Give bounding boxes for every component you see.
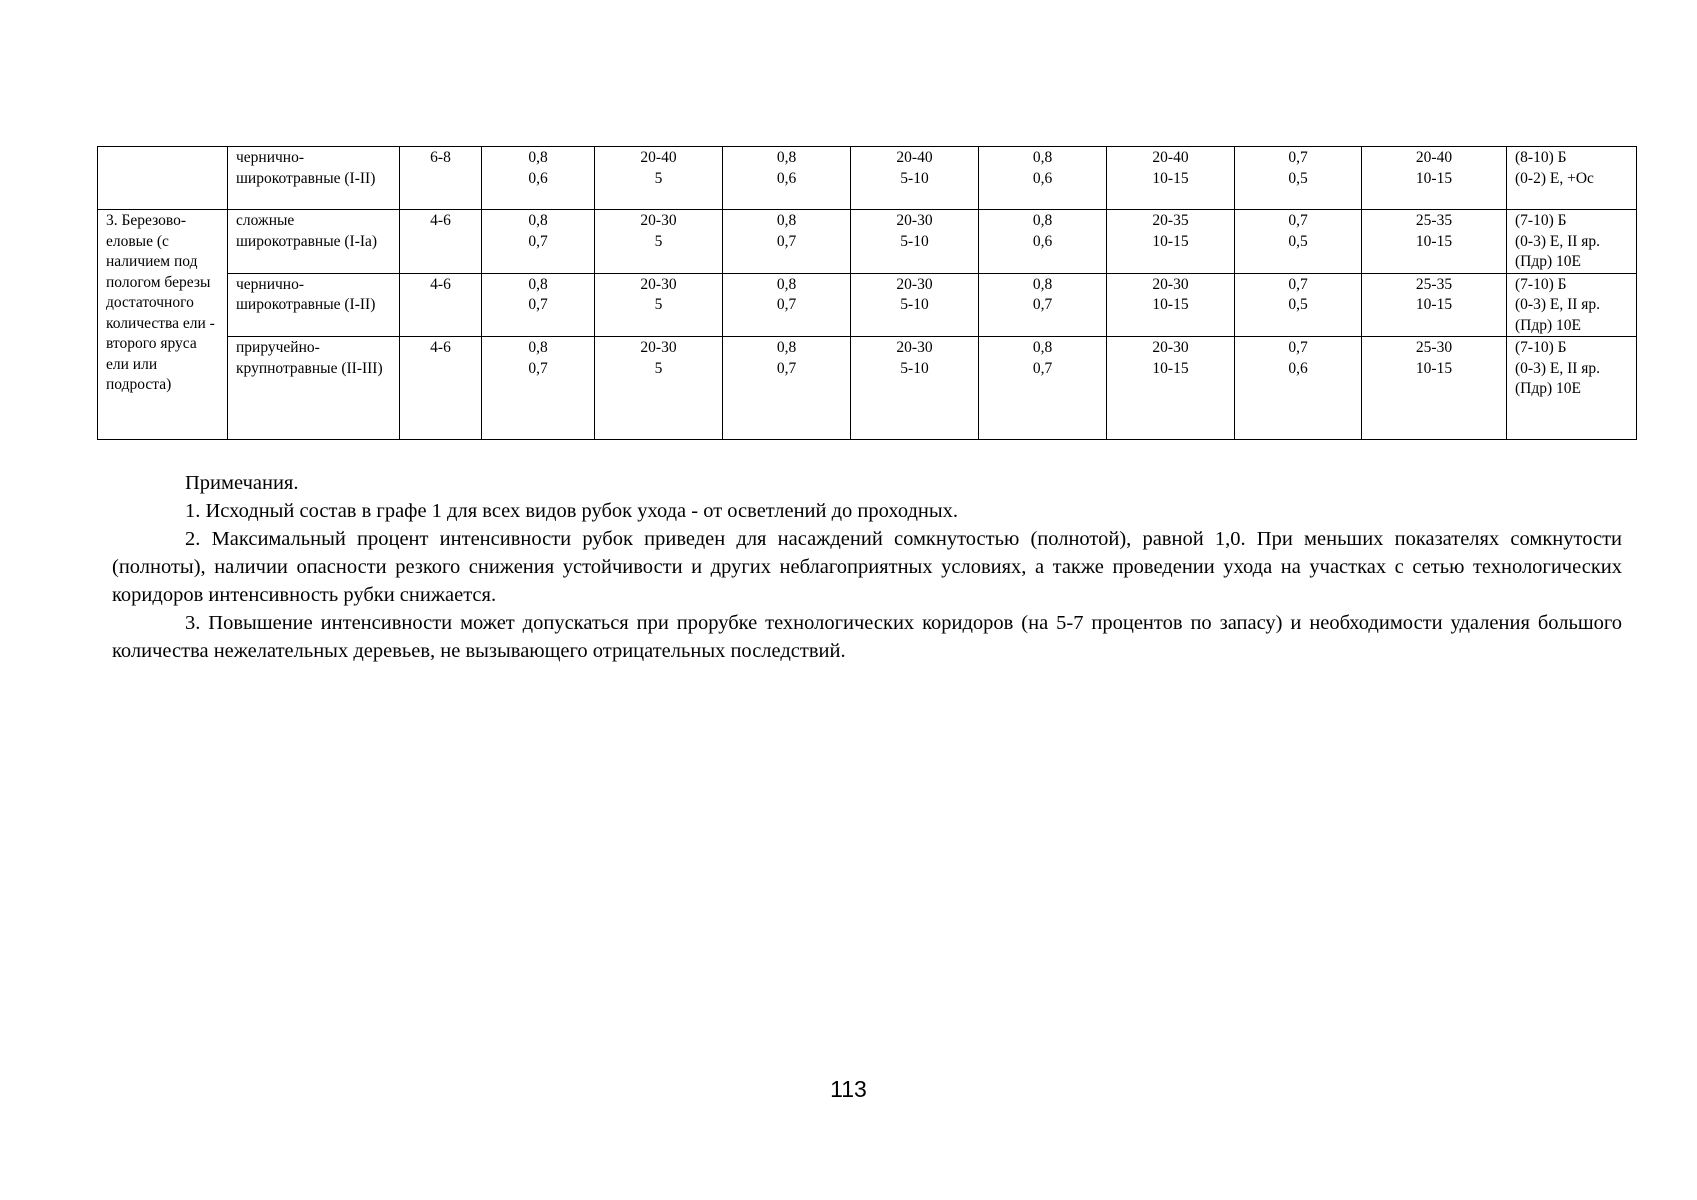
value-cell-v5	[979, 337, 1107, 440]
cell-line: 20-30	[896, 212, 933, 229]
forest-type-label: приручейно-крупнотравные (II-III)	[236, 339, 383, 377]
cell-line: 0,7	[1288, 275, 1308, 293]
forest-type-cell	[228, 337, 400, 440]
cell-line: 4-6	[430, 275, 451, 293]
cell-line: 0,8	[528, 212, 548, 229]
table-row	[98, 147, 1637, 210]
cell-line: 0,8	[1032, 275, 1053, 293]
notes-heading: Примечания.	[185, 472, 299, 494]
cell-line: 5	[654, 169, 663, 187]
cell-line: 0,7	[776, 359, 797, 377]
cell-line: 0,7	[528, 232, 548, 250]
cell-line: 0,7	[1288, 212, 1308, 229]
cell-line: (0-3) Е, II яр.	[1515, 232, 1601, 250]
forest-group-cell	[98, 147, 228, 210]
value-cell-v2	[595, 273, 723, 337]
cell-line: 4-6	[430, 339, 451, 356]
value-cell-v8	[1362, 337, 1507, 440]
cell-line: 0,6	[1288, 359, 1308, 377]
value-cell-v6	[1107, 147, 1235, 210]
cell-line: (8-10) Б	[1515, 149, 1567, 166]
cell-line: 10-15	[1415, 169, 1453, 187]
value-cell-v6	[1107, 210, 1235, 274]
cell-line: 0,7	[1032, 296, 1053, 313]
cell-line: 0,8	[1032, 212, 1053, 229]
cell-line: 5-10	[900, 359, 929, 377]
value-cell-v4	[851, 147, 979, 210]
forest-type-label: чернично-широкотравные (I-II)	[236, 149, 376, 187]
value-cell-v8	[1362, 210, 1507, 274]
value-cell-v1	[482, 273, 595, 337]
cell-line: 6-8	[430, 149, 451, 166]
cell-line: 5-10	[900, 296, 929, 313]
cell-line: (0-3) Е, II яр.	[1515, 296, 1601, 313]
cell-line: 20-30	[640, 275, 677, 293]
cell-line: 20-40	[896, 149, 933, 166]
cell-line: (0-2) Е, +Ос	[1515, 169, 1594, 187]
cell-line: 5	[654, 296, 663, 313]
cell-line: 0,7	[1288, 339, 1308, 356]
value-cell-v4	[851, 210, 979, 274]
cell-line: 5	[654, 359, 663, 377]
cell-line: 5	[654, 232, 663, 250]
cell-line: 20-40	[640, 149, 677, 166]
cell-line: 0,7	[776, 232, 797, 250]
composition-cell	[1507, 210, 1637, 274]
cell-line: 5-10	[900, 169, 929, 187]
cell-line: 10-15	[1152, 296, 1189, 313]
composition-cell	[1507, 337, 1637, 440]
cell-line: 5-10	[900, 232, 929, 250]
cell-line: (7-10) Б	[1515, 275, 1567, 293]
cell-line: 20-40	[1415, 149, 1453, 166]
cell-line: 4-6	[430, 212, 451, 229]
cell-line: 20-40	[1152, 149, 1189, 166]
cell-line: 0,7	[528, 296, 548, 313]
cell-line: 0,6	[776, 169, 797, 187]
cell-line: 25-35	[1415, 275, 1453, 293]
cell-line: 0,8	[1032, 339, 1053, 356]
cell-line: 0,8	[776, 149, 797, 166]
cell-line: 0,8	[528, 149, 548, 166]
forest-type-label: сложные широкотравные (I-Ia)	[236, 212, 378, 250]
cell-line: 0,5	[1288, 296, 1308, 313]
cell-line: 25-30	[1415, 339, 1453, 356]
cell-line: 10-15	[1152, 169, 1189, 187]
age-cell	[400, 210, 482, 274]
cell-line: (Пдр) 10Е	[1515, 316, 1581, 334]
value-cell-v7	[1235, 337, 1362, 440]
forest-type-cell	[228, 273, 400, 337]
cell-line: 20-35	[1152, 212, 1189, 229]
cell-line: 10-15	[1152, 359, 1189, 377]
cell-line: 20-30	[896, 339, 933, 356]
cell-line: (Пдр) 10Е	[1515, 380, 1581, 397]
cell-line: 20-30	[640, 339, 677, 356]
cell-line: 0,8	[776, 275, 797, 293]
composition-cell	[1507, 147, 1637, 210]
cell-line: 0,8	[528, 339, 548, 356]
value-cell-v3	[723, 147, 851, 210]
value-cell-v6	[1107, 337, 1235, 440]
value-cell-v2	[595, 147, 723, 210]
value-cell-v4	[851, 337, 979, 440]
composition-cell	[1507, 273, 1637, 337]
value-cell-v8	[1362, 273, 1507, 337]
value-cell-v5	[979, 273, 1107, 337]
note-item-2: 2. Максимальный процент интенсивности рубок приведен для насаждений сомкнутостью (полнотой), равной 1,0. При меньших показателях сомкнутости (полноты), наличии опасности резкого снижения устойчивости и других неблагоприятных условиях, а также проведении ухода на участках с сетью технологических коридоров интенсивность рубки снижается.	[112, 528, 1622, 606]
value-cell-v3	[723, 273, 851, 337]
cell-line: 20-30	[1152, 339, 1189, 356]
value-cell-v2	[595, 210, 723, 274]
table-row	[98, 210, 1637, 274]
cell-line: 20-30	[1152, 275, 1189, 293]
cell-line: 0,7	[1032, 359, 1053, 377]
cell-line: 10-15	[1415, 296, 1453, 313]
age-cell	[400, 147, 482, 210]
value-cell-v1	[482, 147, 595, 210]
cell-line: 0,7	[776, 296, 797, 313]
cell-line: 10-15	[1152, 232, 1189, 250]
cell-line: 0,6	[1032, 169, 1053, 187]
value-cell-v6	[1107, 273, 1235, 337]
value-cell-v7	[1235, 210, 1362, 274]
page-number: 113	[830, 1076, 867, 1102]
cell-line: 0,8	[1032, 149, 1053, 166]
cell-line: (0-3) Е, II яр.	[1515, 359, 1601, 377]
cell-line: 10-15	[1415, 359, 1453, 377]
value-cell-v1	[482, 337, 595, 440]
cell-line: 20-30	[896, 275, 933, 293]
cell-line: 0,5	[1288, 232, 1308, 250]
note-item-1: 1. Исходный состав в графе 1 для всех видов рубок ухода - от осветлений до проходных.	[185, 500, 959, 522]
value-cell-v7	[1235, 273, 1362, 337]
cell-line: (7-10) Б	[1515, 212, 1567, 229]
cell-line: 20-30	[640, 212, 677, 229]
table-row	[98, 273, 1637, 337]
value-cell-v3	[723, 210, 851, 274]
age-cell	[400, 273, 482, 337]
forest-type-cell	[228, 210, 400, 274]
value-cell-v5	[979, 147, 1107, 210]
cell-line: 0,5	[1288, 169, 1308, 187]
notes-section	[112, 469, 1622, 665]
value-cell-v8	[1362, 147, 1507, 210]
cell-line: 25-35	[1415, 212, 1453, 229]
value-cell-v5	[979, 210, 1107, 274]
cell-line: 0,8	[776, 212, 797, 229]
cell-line: 0,6	[1032, 232, 1053, 250]
cell-line: 0,7	[1288, 149, 1308, 166]
forest-type-cell	[228, 147, 400, 210]
cell-line: 0,7	[528, 359, 548, 377]
cell-line: 0,8	[528, 275, 548, 293]
table-row	[98, 337, 1637, 440]
value-cell-v3	[723, 337, 851, 440]
age-cell	[400, 337, 482, 440]
forest-group-cell	[98, 210, 228, 440]
cell-line: (Пдр) 10Е	[1515, 253, 1581, 270]
data-table	[97, 146, 1637, 440]
value-cell-v4	[851, 273, 979, 337]
cell-line: 10-15	[1415, 232, 1453, 250]
value-cell-v1	[482, 210, 595, 274]
forest-group-label: 3. Березово-еловые (с наличием под пологом березы достаточного количества ели - второго яруса ели или подроста)	[106, 212, 215, 393]
cell-line: 0,6	[528, 169, 548, 187]
cell-line: 0,8	[776, 339, 797, 356]
forest-type-label: чернично-широкотравные (I-II)	[236, 275, 376, 313]
note-item-3: 3. Повышение интенсивности может допускаться при прорубке технологических коридоров (на 5-7 процентов по запасу) и необходимости удаления большого количества нежелательных деревьев, не вызывающего отрицательных последствий.	[112, 612, 1622, 662]
value-cell-v2	[595, 337, 723, 440]
value-cell-v7	[1235, 147, 1362, 210]
cell-line: (7-10) Б	[1515, 339, 1567, 356]
